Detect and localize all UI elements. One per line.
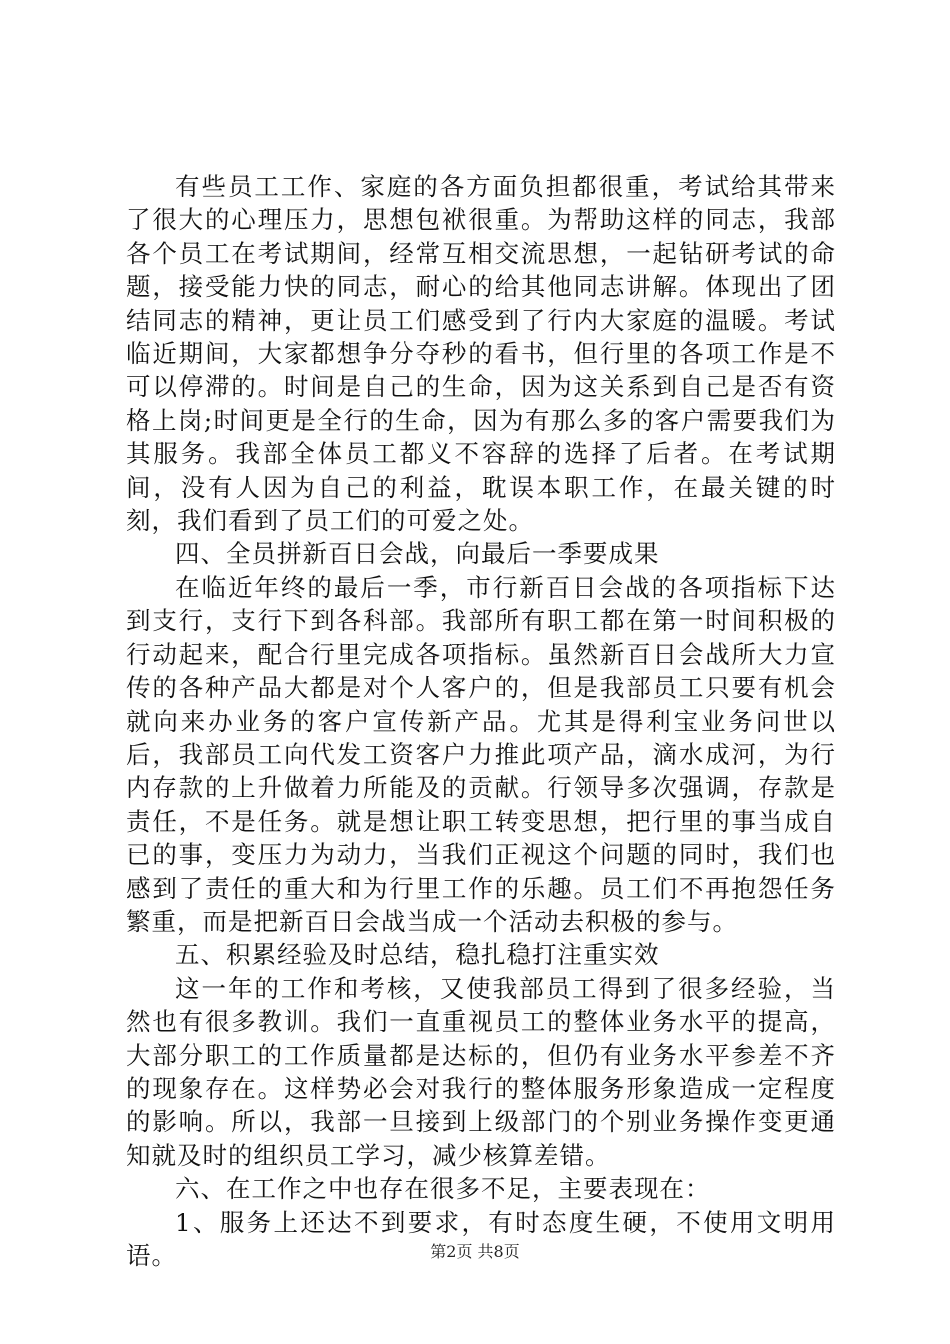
section-heading: 五、积累经验及时总结，稳扎稳打注重实效 bbox=[175, 940, 660, 970]
section-heading: 六、在工作之中也存在很多不足，主要表现在： bbox=[175, 1174, 711, 1204]
document-body bbox=[126, 170, 836, 1272]
paragraph: 这一年的工作和考核，又使我部员工得到了很多经验，当然也有很多教训。我们一直重视员工的整体业务水平的提高，大部分职工的工作质量都是达标的，但仍有业务水平参差不齐的现象存在。这样势必会对我行的整体服务形象造成一定程度的影响。所以，我部一旦接到上级部门的个别业务操作变更通知就及时的组织员工学习，减少核算差错。 bbox=[126, 973, 836, 1170]
section-heading: 四、全员拼新百日会战，向最后一季要成果 bbox=[175, 539, 660, 569]
paragraph: 在临近年终的最后一季，市行新百日会战的各项指标下达到支行，支行下到各科部。我部所有职工都在第一时间积极的行动起来，配合行里完成各项指标。虽然新百日会战所大力宣传的各种产品大都是对个人客户的，但是我部员工只要有机会就向来办业务的客户宣传新产品。尤其是得利宝业务问世以后，我部员工向代发工资客户力推此项产品，滴水成河，为行内存款的上升做着力所能及的贡献。行领导多次强调，存款是责任，不是任务。就是想让职工转变思想，把行里的事当成自已的事，变压力为动力，当我们正视这个问题的同时，我们也感到了责任的重大和为行里工作的乐趣。员工们不再抱怨任务繁重，而是把新百日会战当成一个活动去积极的参与。 bbox=[126, 572, 836, 936]
paragraph: 有些员工工作、家庭的各方面负担都很重，考试给其带来了很大的心理压力，思想包袱很重。为帮助这样的同志，我部各个员工在考试期间，经常互相交流思想，一起钻研考试的命题，接受能力快的同志，耐心的给其他同志讲解。体现出了团结同志的精神，更让员工们感受到了行内大家庭的温暖。考试临近期间，大家都想争分夺秒的看书，但行里的各项工作是不可以停滞的。时间是自己的生命，因为这关系到自己是否有资格上岗;时间更是全行的生命，因为有那么多的客户需要我们为其服务。我部全体员工都义不容辞的选择了后者。在考试期间，没有人因为自己的利益，耽误本职工作，在最关键的时刻，我们看到了员工们的可爱之处。 bbox=[126, 172, 836, 536]
page-footer: 第2页 共8页 bbox=[430, 1242, 520, 1261]
list-item: 1、服务上还达不到要求，有时态度生硬，不使用文明用语。 bbox=[126, 1207, 836, 1270]
